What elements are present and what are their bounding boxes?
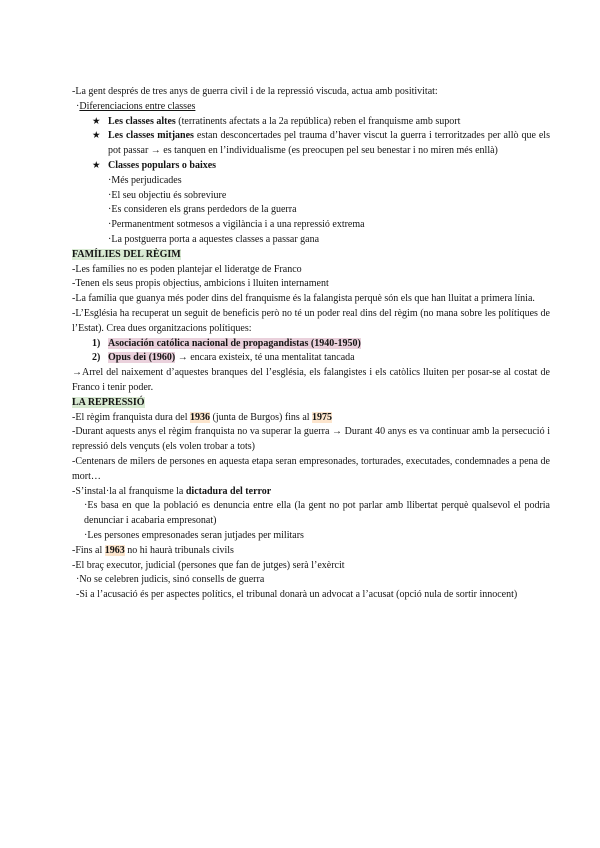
start-year: 1936 (190, 411, 211, 423)
class-description-upper: (terratinents afectats a la 2a república) reben el franquisme amb suport (175, 115, 461, 127)
organization-number: 2) (92, 352, 101, 364)
terror-point: ·Les persones empresonades seran jutjades per militars (84, 529, 304, 541)
repression-heading: LA REPRESSIÓ (72, 396, 145, 408)
class-item-upper (72, 115, 550, 130)
organization-number: 1) (92, 337, 101, 349)
organization-item-1 (72, 337, 550, 352)
popular-point: ·El seu objectiu és sobreviure (108, 189, 227, 201)
popular-point: ·La postguerra porta a aquestes classes a passar gana (108, 233, 320, 245)
repression-victims: -Centenars de milers de persones en aquesta etapa seran empresonades, torturades, executades, condemnades a pena de mort… (72, 455, 550, 482)
civil-courts-line (72, 544, 550, 559)
duration-text: -El règim franquista dura del (72, 411, 191, 423)
class-title-popular: Classes populars o baixes (108, 159, 217, 171)
terror-line (72, 485, 550, 500)
class-description-middle: estan desconcertades pel trauma d’haver viscut la guerra i terroritzades per allò que els pot passar → es tanquen en l’individualisme (es preocupen pel seu benestar i no miren més enllà) (108, 130, 550, 157)
executor-line: -El braç executor, judicial (persones que fan de jutges) serà l’exèrcit (72, 559, 345, 571)
organization-name: Opus dei (1960) (108, 352, 176, 364)
popular-point: ·Es consideren els grans perdedors de la guerra (108, 204, 297, 216)
intro-lead: -La gent després de tres anys de guerra civil i de la repressió viscuda, actua amb positivitat: (72, 86, 438, 97)
popular-point: ·Permanentment sotmesos a vigilància i a una repressió extrema (108, 219, 365, 231)
organization-item-2 (72, 351, 550, 366)
star-bullet-icon: ★ (92, 159, 101, 171)
church-paragraph: -L’Església ha recuperat un seguit de beneficis però no té un poder real dins del règim (no mana sobre les polítiques de l’Estat). Crea dues organitzacions polítiques: (72, 307, 550, 334)
document-body (72, 85, 550, 603)
class-item-popular (72, 159, 550, 174)
popular-class-points (72, 174, 550, 248)
trials-line: ·No se celebren judicis, sinó consells de guerra (76, 574, 265, 586)
repression-persistence: -Durant aquests anys el règim franquista no va superar la guerra → Durant 40 anys es va continuar amb la persecució i repressió dels vençuts (els volen trobar a tots) (72, 426, 550, 453)
section-heading-repression (72, 396, 550, 411)
families-point: -La família que guanya més poder dins del franquisme és la falangista perquè són els que han lluitat a primera línia. (72, 293, 535, 305)
terror-point: ·Es basa en que la població es denuncia entre ella (la gent no pot parlar amb llibertat perquè qualsevol el podria denunciar i acabaria empresonat) (84, 500, 550, 527)
duration-text: (junta de Burgos) fins al (210, 411, 313, 423)
subhead-marker: · (76, 100, 80, 112)
families-heading: FAMÍLIES DEL RÈGIM (72, 248, 181, 260)
regime-duration (72, 411, 550, 426)
class-title-upper: Les classes altes (108, 115, 176, 127)
families-conclusion: →Arrel del naixement d’aquestes branques del l’església, els falangistes i els catòlics lluiten per posar-se al costat de Franco i tenir poder. (72, 367, 550, 393)
star-bullet-icon: ★ (92, 115, 101, 127)
organization-note: → encara existeix, té una mentalitat tancada (175, 352, 355, 364)
subhead-line (72, 100, 550, 115)
terror-text: -S’instal·la al franquisme la (72, 485, 186, 497)
families-point: -Tenen els seus propis objectius, ambicions i lluiten internament (72, 278, 329, 290)
class-title-middle: Les classes mitjanes (108, 130, 194, 142)
terror-term: dictadura del terror (185, 485, 272, 497)
section-heading-families (72, 248, 550, 263)
families-point: -Les famílies no es poden plantejar el lideratge de Franco (72, 263, 302, 275)
popular-point: ·Més perjudicades (108, 174, 182, 186)
class-item-middle (72, 129, 550, 159)
civil-courts-text: -Fins al (72, 544, 105, 556)
end-year: 1975 (312, 411, 333, 423)
civil-courts-year: 1963 (104, 544, 125, 556)
organization-name: Asociación católica nacional de propagandistas (1940-1950) (108, 337, 361, 349)
subhead-title: Diferenciacions entre classes (79, 100, 196, 112)
political-accusation-line: -Si a l’acusació és per aspectes polítics, el tribunal donarà un advocat a l’acusat (opció nula de sortir innocent) (76, 589, 518, 601)
star-bullet-icon: ★ (92, 130, 101, 142)
civil-courts-text: no hi haurà tribunals civils (124, 544, 234, 556)
